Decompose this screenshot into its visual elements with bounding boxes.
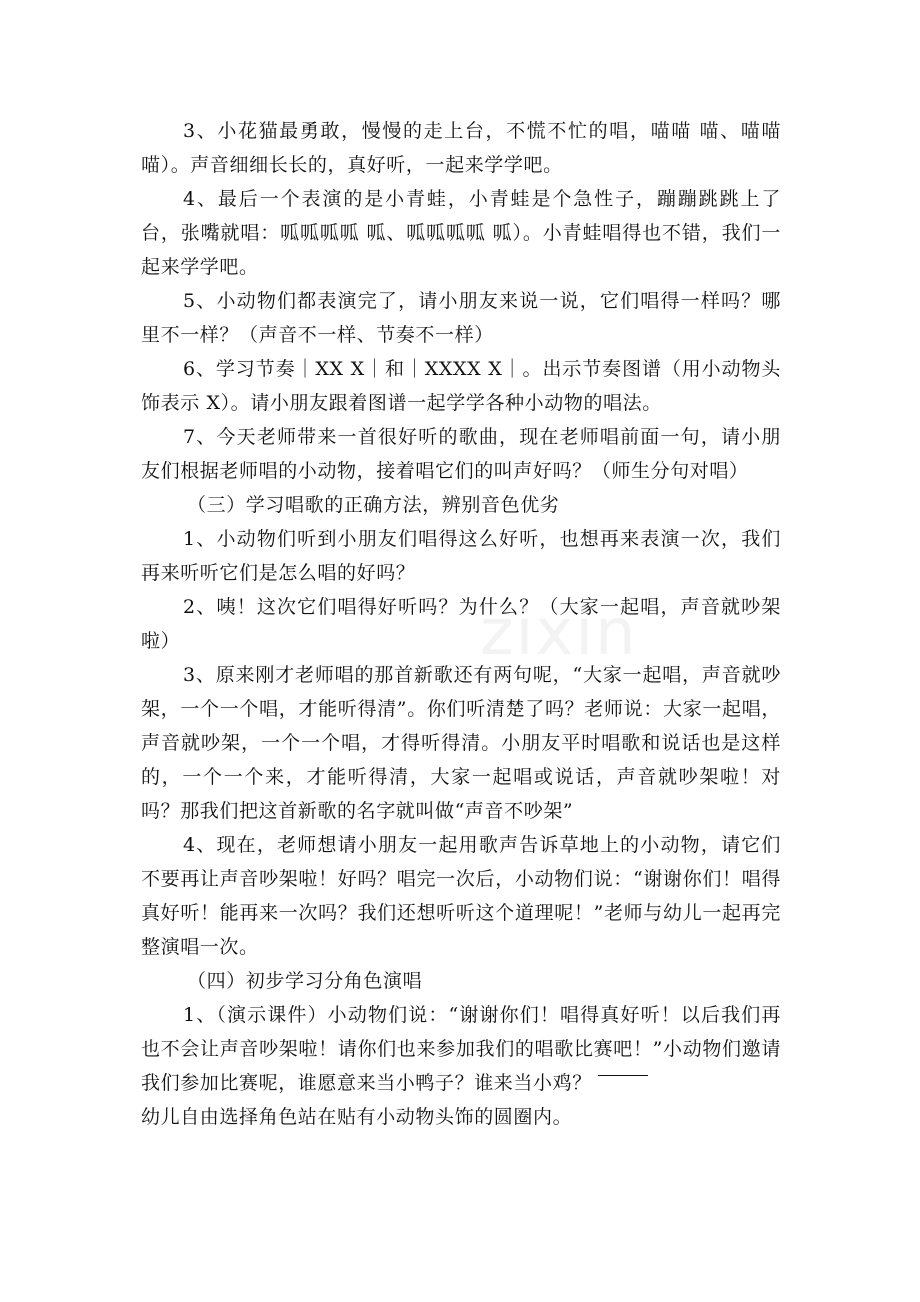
document-body — [141, 114, 781, 1134]
paragraph-item-s3-4: 4、现在，老师想请小朋友一起用歌声告诉草地上的小动物，请它们不要再让声音吵架啦！好吗？唱完一次后，小动物们说：“谢谢你们！唱得真好听！能再来一次吗？我们还想听听这个道理呢！”老师与幼儿一起再完整演唱一次。 — [141, 834, 781, 958]
paragraph-item-3-kitten: 3、小花猫最勇敢，慢慢的走上台，不慌不忙的唱，喵喵 喵、喵喵 喵）。声音细细长长的，真好听，一起来学学吧。 — [141, 120, 781, 176]
paragraph-item-5-discussion: 5、小动物们都表演完了，请小朋友来说一说，它们唱得一样吗？哪里不一样？（声音不一样、节奏不一样） — [141, 290, 781, 346]
section-heading-4: （四）初步学习分角色演唱 — [187, 970, 423, 992]
paragraph-item-s3-1: 1、小动物们听到小朋友们唱得这么好听，也想再来表演一次，我们再来听听它们是怎么唱的好吗？ — [141, 528, 781, 584]
watermark: zixin — [480, 596, 638, 670]
paragraph-plain-last: 幼儿自由选择角色站在贴有小动物头饰的圆圈内。 — [141, 1106, 573, 1128]
paragraph-item-s4-1-text: 1、（演示课件）小动物们说：“谢谢你们！唱得真好听！以后我们再也不会让声音吵架啦！请你们也来参加我们的唱歌比赛吧！”小动物们邀请我们参加比赛呢，谁愿意来当小鸭子？谁来当小鸡？ — [141, 1004, 781, 1094]
paragraph-item-s3-3: 3、原来刚才老师唱的那首新歌还有两句呢，“大家一起唱，声音就吵架，一个一个唱，才能听得清”。你们听清楚了吗？老师说：大家一起唱，声音就吵架，一个一个唱，才得听得清。小朋友平时唱歌和说话也是这样的，一个一个来，才能听得清，大家一起唱或说话，声音就吵架啦！对吗？那我们把这首新歌的名字就叫做“声音不吵架” — [141, 664, 781, 822]
paragraph-item-s4-1 — [141, 998, 781, 1100]
section-heading-3: （三）学习唱歌的正确方法，辨别音色优劣 — [187, 494, 560, 516]
paragraph-item-6-rhythm: 6、学习节奏｜XX X｜和｜XXXX X｜。出示节奏图谱（用小动物头饰表示 X）。请小朋友跟着图谱一起学学各种小动物的唱法。 — [141, 358, 781, 414]
paragraph-item-7-song: 7、今天老师带来一首很好听的歌曲，现在老师唱前面一句，请小朋友们根据老师唱的小动物，接着唱它们的叫声好吗？（师生分句对唱） — [141, 426, 781, 482]
paragraph-item-s3-2: 2、咦！这次它们唱得好听吗？为什么？（大家一起唱，声音就吵架啦） — [141, 596, 781, 652]
dash-line — [598, 1075, 648, 1076]
paragraph-item-4-frog: 4、最后一个表演的是小青蛙，小青蛙是个急性子，蹦蹦跳跳上了台，张嘴就唱：呱呱呱呱 呱、呱呱呱呱 呱）。小青蛙唱得也不错，我们一起来学学吧。 — [141, 188, 781, 278]
